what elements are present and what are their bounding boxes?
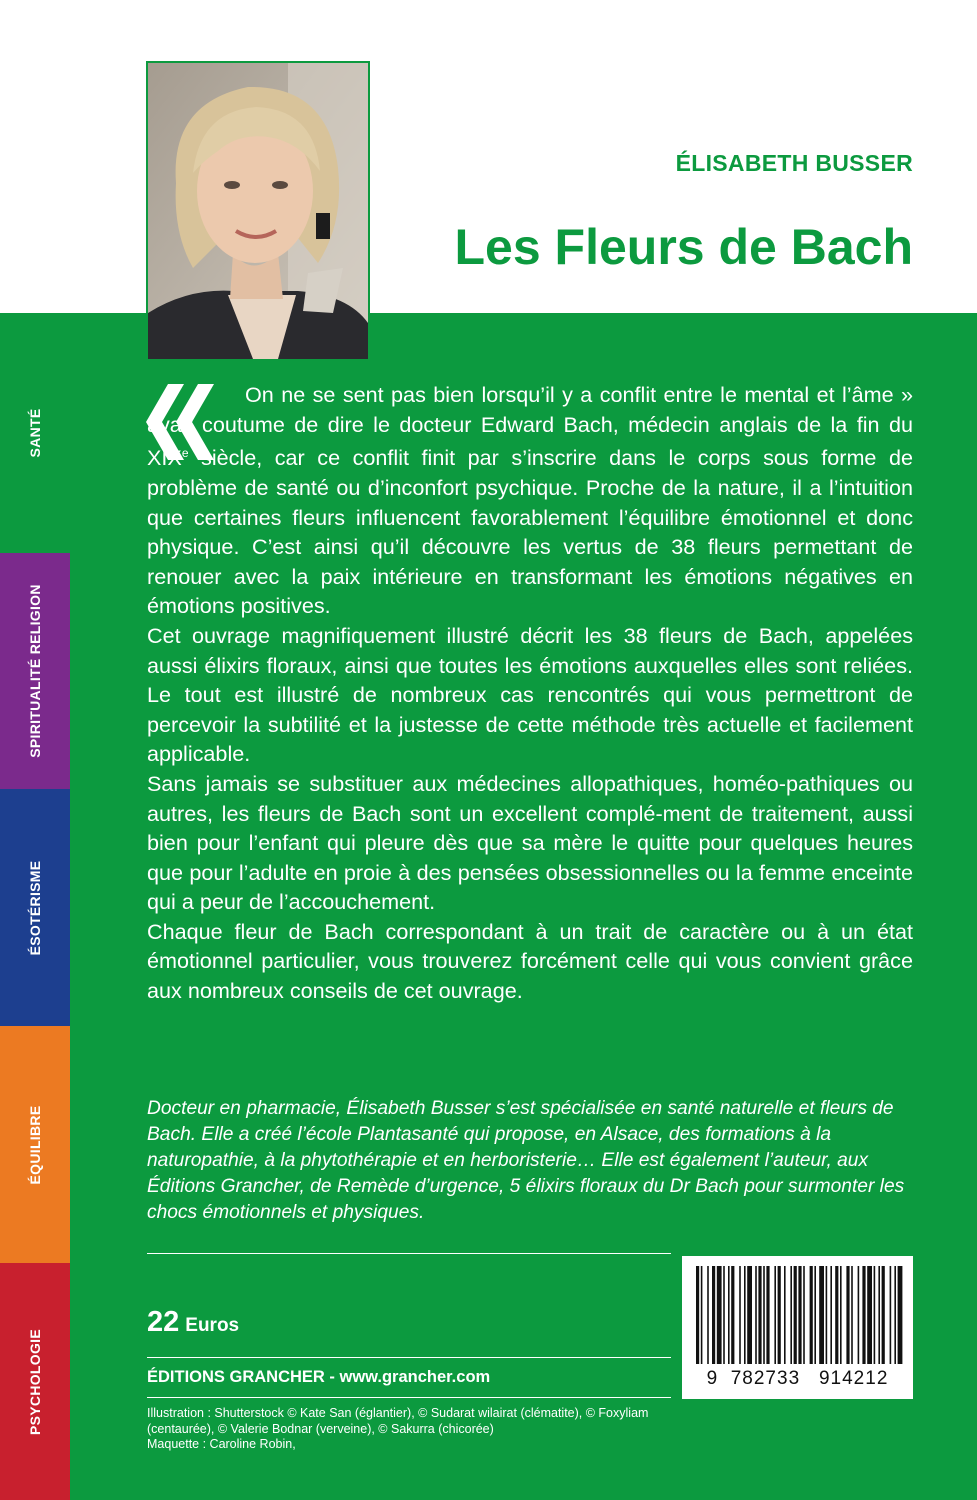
- publisher-line: ÉDITIONS GRANCHER - www.grancher.com: [147, 1368, 491, 1386]
- barcode-bar: [803, 1266, 805, 1364]
- barcode-bar: [814, 1266, 816, 1364]
- barcode-bar: [867, 1266, 872, 1364]
- barcode-bar: [894, 1266, 896, 1364]
- barcode-bar: [858, 1266, 860, 1364]
- side-band-spiritualite: [0, 553, 70, 789]
- barcode-bar: [774, 1266, 776, 1364]
- barcode-bar: [747, 1266, 752, 1364]
- side-label-equilibre: ÉQUILIBRE: [27, 1105, 43, 1184]
- barcode-bar: [798, 1266, 801, 1364]
- barcode-bar: [874, 1266, 876, 1364]
- barcode: [682, 1256, 913, 1399]
- barcode-bar: [882, 1266, 885, 1364]
- barcode-bar: [819, 1266, 824, 1364]
- barcode-bar: [731, 1266, 734, 1364]
- barcode-bar: [784, 1266, 786, 1364]
- barcode-bar: [794, 1266, 797, 1364]
- barcode-bar: [701, 1266, 703, 1364]
- barcode-left-group: 782733: [730, 1368, 801, 1389]
- barcode-right-group: 914212: [818, 1368, 889, 1389]
- divider-bottom: [147, 1397, 671, 1398]
- divider-middle: [147, 1357, 671, 1358]
- price: [147, 1306, 239, 1339]
- credits-illustration: Illustration : Shutterstock © Kate San (églantier), © Sudarat wilairat (clématite), © Foxyliam (centaurée), © Valerie Bodnar (verveine), © Sakurra (chicorée): [147, 1406, 649, 1436]
- divider-top: [147, 1253, 671, 1254]
- price-currency: Euros: [185, 1315, 240, 1336]
- barcode-bars-icon: [682, 1256, 913, 1368]
- author-photo: [146, 61, 370, 361]
- author-bio: Docteur en pharmacie, Élisabeth Busser s’est spécialisée en santé naturelle et fleurs de Bach. Elle a créé l’école Plantasanté qui propose, en Alsace, des formations à la naturopathie, à la phytothérapie et en herboristerie… Elle est également l’auteur, aux Éditions Grancher, de Remède d’urgence, 5 élixirs floraux du Dr Bach pour surmonter les chocs émotionnels et physiques.: [147, 1098, 905, 1223]
- side-label-esoterisme: ÉSOTÉRISME: [27, 860, 43, 955]
- side-band-psychologie: [0, 1263, 70, 1500]
- barcode-first-digit: 9: [706, 1368, 719, 1389]
- side-band-sante: [0, 313, 70, 553]
- barcode-bar: [766, 1266, 769, 1364]
- barcode-bar: [826, 1266, 828, 1364]
- barcode-bar: [835, 1266, 838, 1364]
- barcode-bar: [723, 1266, 725, 1364]
- author-portrait-icon: [148, 63, 368, 359]
- credits-layout: Maquette : Caroline Robin,: [147, 1437, 296, 1451]
- barcode-bar: [846, 1266, 849, 1364]
- barcode-bar: [696, 1266, 699, 1364]
- side-band-esoterisme: [0, 789, 70, 1026]
- blurb-paragraph-4: Chaque fleur de Bach correspondant à un trait de caractère ou à un état émotionnel particulier, vous trouverez forcément celle qui vous convient grâce aux nombreux conseils de cet ouvrage.: [147, 918, 913, 1004]
- barcode-bar: [755, 1266, 757, 1364]
- price-amount: 22: [147, 1306, 180, 1338]
- barcode-bar: [862, 1266, 865, 1364]
- barcode-bar: [790, 1266, 792, 1364]
- barcode-bar: [763, 1266, 765, 1364]
- blurb-paragraph-1: On ne se sent pas bien lorsqu’il y a conflit entre le mental et l’âme » avait coutume de dire le docteur Edward Bach, médecin anglais de la fin du XIXe siècle, car ce conflit finit par s’inscrire dans le corps sous forme de problème de santé ou d’inconfort psychique. Proche de la nature, il a l’intuition que certaines fleurs influencent favorablement l’équilibre émotionnel et donc physique. C’est ainsi qu’il découvre les vertus de 38 fleurs permettant de renouer avec la paix intérieure en transformant les émotions négatives en émotions positives.: [147, 382, 913, 619]
- credits: [147, 1406, 687, 1453]
- barcode-bar: [851, 1266, 853, 1364]
- barcode-bar: [717, 1266, 722, 1364]
- barcode-bar: [728, 1266, 730, 1364]
- barcode-bar: [707, 1266, 709, 1364]
- blurb-paragraph-3: Sans jamais se substituer aux médecines allopathiques, homéo-pathiques ou autres, les fleurs de Bach sont un excellent complé-ment de traitement, aussi bien pour l’enfant qui pleure dès que sa mère le quitte pour quelques heures que pour l’adulte en proie à des pensées obsessionnelles ou la femme enceinte qui a peur de l’accouchement.: [147, 770, 913, 915]
- barcode-bar: [898, 1266, 903, 1364]
- author-name: ÉLISABETH BUSSER: [675, 150, 913, 176]
- barcode-bar: [758, 1266, 761, 1364]
- side-label-psychologie: PSYCHOLOGIE: [27, 1328, 43, 1435]
- side-label-sante: SANTÉ: [27, 408, 43, 458]
- barcode-bar: [712, 1266, 715, 1364]
- back-cover-blurb: [147, 380, 913, 1006]
- book-title: Les Fleurs de Bach: [454, 219, 913, 275]
- side-band-equilibre: [0, 1026, 70, 1263]
- side-label-spiritualite: SPIRITUALITÉ RELIGION: [27, 584, 43, 758]
- barcode-bar: [810, 1266, 813, 1364]
- barcode-bar: [890, 1266, 892, 1364]
- barcode-digits: [682, 1368, 913, 1390]
- barcode-bar: [744, 1266, 746, 1364]
- barcode-bar: [739, 1266, 741, 1364]
- blurb-paragraph-2: Cet ouvrage magnifiquement illustré décrit les 38 fleurs de Bach, appelées aussi élixirs floraux, ainsi que toutes les émotions auxquelles elles sont reliées. Le tout est illustré de nombreux cas rencontrés qui vous permettront de percevoir la subtilité et la justesse de cette méthode très actuelle et facilement applicable.: [147, 622, 913, 767]
- barcode-bar: [830, 1266, 832, 1364]
- barcode-bar: [878, 1266, 880, 1364]
- barcode-bar: [840, 1266, 842, 1364]
- barcode-bar: [778, 1266, 781, 1364]
